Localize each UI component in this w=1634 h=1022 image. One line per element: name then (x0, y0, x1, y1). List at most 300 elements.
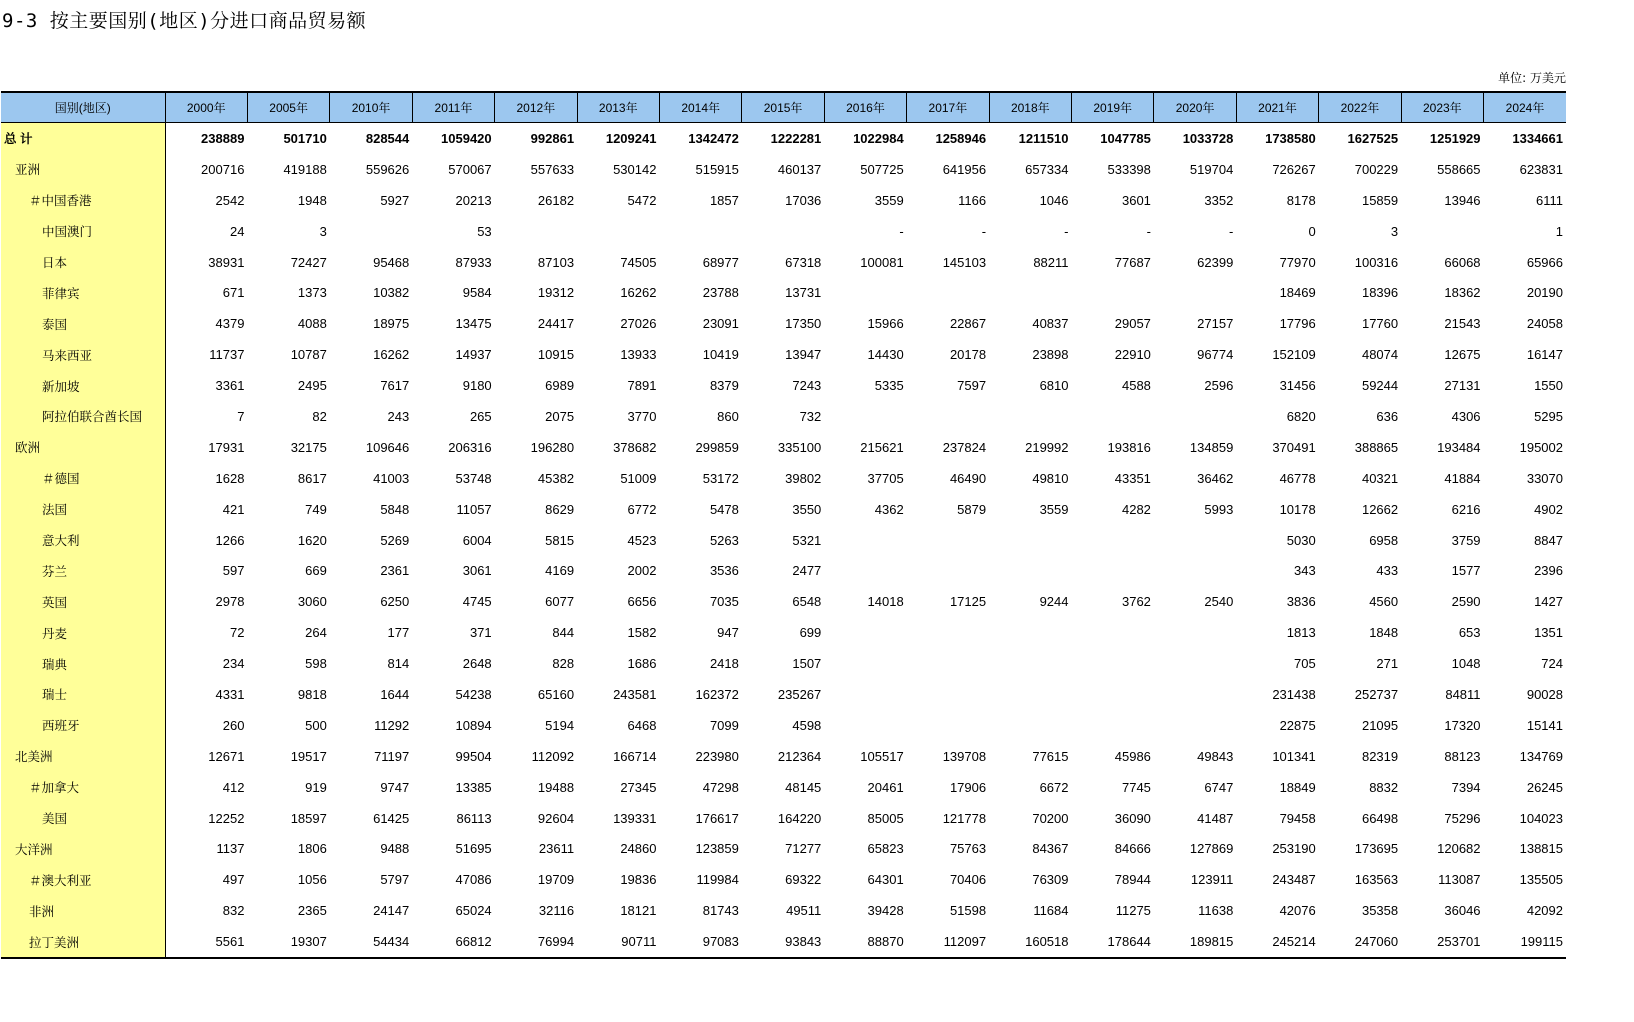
table-cell: 1857 (709, 192, 739, 208)
table-cell: 271 (1376, 656, 1399, 672)
table-cell (824, 525, 906, 556)
table-cell: 104023 (1519, 810, 1563, 826)
table-cell: 6772 (627, 501, 657, 517)
table-cell: 828544 (365, 130, 410, 146)
table-cell: 5848 (380, 501, 410, 517)
table-cell: 173695 (1354, 841, 1399, 857)
table-cell (577, 216, 659, 247)
table-cell: 36090 (1114, 810, 1151, 826)
table-cell: 501710 (283, 130, 327, 146)
table-cell: 20178 (949, 347, 987, 363)
table-cell: 724 (1541, 656, 1563, 672)
table-cell: 12662 (1361, 501, 1399, 517)
table-cell: 17125 (949, 594, 987, 610)
table-cell: 71197 (374, 748, 410, 764)
header-region: 国别(地区) (1, 92, 165, 123)
table-cell (1072, 710, 1154, 741)
table-cell: 5030 (1286, 532, 1316, 548)
table-cell: 40321 (1361, 470, 1399, 486)
table-cell (989, 555, 1071, 586)
table-cell: 178644 (1072, 926, 1154, 958)
table-cell: 507725 (860, 161, 904, 177)
table-cell: 41487 (1197, 810, 1234, 826)
table-cell (330, 216, 412, 247)
table-cell: 47086 (455, 872, 492, 888)
table-cell: 84367 (1032, 841, 1069, 857)
table-cell: 671 (222, 285, 245, 301)
table-cell: 10894 (455, 717, 492, 733)
table-cell: 66068 (1444, 254, 1481, 270)
table-cell (495, 216, 577, 247)
table-cell: 243581 (613, 686, 657, 702)
table-cell: 32116 (538, 903, 575, 919)
table-cell: 700229 (1354, 161, 1399, 177)
table-cell: 164220 (777, 810, 822, 826)
row-label: 欧洲 (1, 432, 165, 463)
table-cell: 1048 (1451, 656, 1481, 672)
table-cell: 12252 (208, 810, 245, 826)
table-cell: 145103 (942, 254, 987, 270)
row-label: ＃加拿大 (1, 772, 165, 803)
table-cell: 7891 (627, 378, 657, 394)
table-cell: 2978 (215, 594, 245, 610)
table-cell: 1738580 (1265, 130, 1316, 146)
table-cell: 1266 (215, 532, 245, 548)
table-row (1, 185, 1566, 216)
table-cell: 13475 (455, 316, 492, 332)
unit-label: 单位: 万美元 (1498, 71, 1566, 85)
table-cell (742, 216, 824, 247)
table-cell: 7099 (709, 717, 739, 733)
table-cell: 4588 (1121, 378, 1151, 394)
table-cell: 832 (222, 903, 245, 919)
table-cell: 53 (477, 223, 492, 239)
row-label: ＃澳大利亚 (1, 864, 165, 895)
table-cell (1072, 401, 1154, 432)
table-cell: 641956 (942, 161, 987, 177)
header-year: 2021年 (1236, 92, 1318, 123)
table-cell: 14430 (867, 347, 904, 363)
table-cell: 19709 (537, 872, 575, 888)
table-cell: 66498 (1361, 810, 1399, 826)
table-cell: 814 (387, 656, 410, 672)
table-cell: 23611 (538, 841, 575, 857)
table-cell: 1550 (1534, 378, 1563, 394)
header-year: 2022年 (1319, 92, 1401, 123)
table-cell (907, 710, 989, 741)
table-cell: 16262 (373, 347, 410, 363)
table-cell: 119984 (696, 872, 739, 888)
table-cell: 48145 (785, 779, 822, 795)
table-cell: 252737 (1354, 686, 1399, 702)
table-cell: 79458 (1279, 810, 1316, 826)
table-row (1, 895, 1566, 926)
table-cell: 82 (312, 408, 327, 424)
table-cell: 24 (229, 223, 245, 239)
table-cell: 193484 (1437, 439, 1481, 455)
table-cell (989, 679, 1071, 710)
table-cell: 20213 (455, 192, 492, 208)
table-cell: 1427 (1534, 594, 1563, 610)
table-cell: 163563 (1354, 872, 1399, 888)
table-row (1, 555, 1566, 586)
table-cell: 215621 (860, 439, 904, 455)
table-cell (907, 555, 989, 586)
table-cell: 95468 (373, 254, 410, 270)
table-cell: 1222281 (770, 130, 822, 146)
table-cell: 33070 (1526, 470, 1563, 486)
table-cell: 10178 (1279, 501, 1316, 517)
table-cell: 49810 (1032, 470, 1069, 486)
row-label: 菲律宾 (1, 277, 165, 308)
table-cell: 38931 (208, 254, 245, 270)
table-cell: 17796 (1279, 316, 1316, 332)
table-cell: 253190 (1272, 841, 1316, 857)
row-label: 芬兰 (1, 555, 165, 586)
table-cell: 1022984 (853, 130, 904, 146)
table-cell: 8629 (545, 501, 575, 517)
table-cell: 112092 (531, 748, 575, 764)
table-header (1, 92, 1566, 123)
table-cell: 93843 (742, 926, 824, 958)
header-year: 2014年 (659, 92, 741, 123)
table-cell: 3601 (1121, 192, 1151, 208)
table-cell: 1948 (297, 192, 327, 208)
table-cell (989, 525, 1071, 556)
table-cell: 9244 (1039, 594, 1069, 610)
table-cell: 22875 (1279, 717, 1316, 733)
table-cell: 68977 (702, 254, 739, 270)
table-cell: 6958 (1369, 532, 1399, 548)
table-cell: 53748 (455, 470, 492, 486)
table-cell: 24860 (620, 841, 657, 857)
table-cell: 109646 (365, 439, 410, 455)
table-cell: 1507 (792, 656, 822, 672)
table-cell: 3550 (792, 501, 822, 517)
table-cell: 77970 (1279, 254, 1316, 270)
table-cell: 6656 (627, 594, 657, 610)
table-cell: 515915 (695, 161, 739, 177)
table-cell: 123859 (695, 841, 739, 857)
table-cell: 17320 (1444, 717, 1481, 733)
table-cell: 12675 (1444, 347, 1481, 363)
table-cell: 4523 (627, 532, 657, 548)
table-cell (907, 525, 989, 556)
table-cell: 844 (552, 625, 575, 641)
table-row (1, 339, 1566, 370)
table-cell: 177 (387, 625, 410, 641)
header-year: 2017年 (907, 92, 989, 123)
table-cell: 193816 (1107, 439, 1151, 455)
table-cell: 5263 (709, 532, 739, 548)
table-cell: 11737 (209, 347, 245, 363)
table-row (1, 772, 1566, 803)
table-row (1, 463, 1566, 494)
table-cell: 8178 (1286, 192, 1316, 208)
table-cell: 51695 (455, 841, 492, 857)
table-cell: 32175 (290, 439, 327, 455)
table-cell: 35358 (1361, 903, 1399, 919)
table-cell: 5295 (1534, 408, 1563, 424)
table-cell (1072, 679, 1154, 710)
table-cell: 84811 (1445, 686, 1481, 702)
table-cell: 231438 (1272, 686, 1316, 702)
table-cell: 49843 (1197, 748, 1234, 764)
table-cell: 669 (305, 563, 327, 579)
table-cell (824, 277, 906, 308)
table-cell: 176617 (695, 810, 739, 826)
table-cell: 6216 (1451, 501, 1481, 517)
row-label: 丹麦 (1, 617, 165, 648)
table-cell: 84666 (1114, 841, 1151, 857)
table-row (1, 216, 1566, 247)
table-cell: 24058 (1526, 316, 1563, 332)
row-label: 大洋洲 (1, 833, 165, 864)
table-row (1, 803, 1566, 834)
table-cell (1072, 648, 1154, 679)
table-cell: 24147 (373, 903, 410, 919)
table-cell (1072, 525, 1154, 556)
table-cell: 41003 (373, 470, 410, 486)
table-cell: 235267 (777, 686, 822, 702)
table-cell: 62399 (1197, 254, 1234, 270)
table-cell: 16147 (1526, 347, 1563, 363)
table-cell: 51009 (620, 470, 657, 486)
table-cell (907, 648, 989, 679)
table-cell: 27026 (620, 316, 657, 332)
table-cell: 13946 (1444, 192, 1481, 208)
row-label: 美国 (1, 803, 165, 834)
table-cell (989, 617, 1071, 648)
table-cell: 3536 (709, 563, 739, 579)
table-cell: 75296 (1444, 810, 1481, 826)
table-cell: 3836 (1286, 594, 1316, 610)
table-cell: 152109 (1272, 347, 1316, 363)
table-cell: 14937 (455, 347, 492, 363)
table-cell: 15859 (1361, 192, 1399, 208)
table-cell: 13385 (455, 779, 492, 795)
table-cell: 19836 (620, 872, 657, 888)
table-cell: 18121 (620, 903, 657, 919)
table-cell: 0 (1308, 223, 1316, 239)
table-cell: - (899, 223, 904, 239)
table-cell: 1334661 (1512, 130, 1563, 146)
table-cell: 96774 (1197, 347, 1234, 363)
table-cell: - (1146, 223, 1151, 239)
table-cell: 86113 (456, 810, 492, 826)
table-cell: 5335 (874, 378, 904, 394)
table-cell: 21543 (1444, 316, 1481, 332)
table-cell: - (1064, 223, 1069, 239)
table-cell: 6468 (627, 717, 657, 733)
row-label: 西班牙 (1, 710, 165, 741)
table-cell (1154, 710, 1236, 741)
table-cell: 45382 (537, 470, 575, 486)
table-cell: 1806 (297, 841, 327, 857)
table-cell: 42076 (1279, 903, 1316, 919)
page-title: 9-3 按主要国别(地区)分进口商品贸易额 (2, 10, 367, 32)
table-cell: 135505 (1519, 872, 1563, 888)
table-cell: 9818 (297, 686, 327, 702)
table-cell: 421 (222, 501, 245, 517)
table-cell (907, 617, 989, 648)
table-cell: 460137 (777, 161, 822, 177)
row-label: 中国澳门 (1, 216, 165, 247)
table-cell (824, 710, 906, 741)
table-cell: 42092 (1526, 903, 1563, 919)
table-cell: 40837 (1032, 316, 1069, 332)
table-cell: 219992 (1025, 439, 1069, 455)
row-label: 法国 (1, 494, 165, 525)
table-cell: 3559 (1039, 501, 1069, 517)
table-cell: 87933 (455, 254, 492, 270)
header-row (1, 92, 1566, 123)
table-cell: 4362 (874, 501, 904, 517)
header-year: 2016年 (824, 92, 906, 123)
row-label: 拉丁美洲 (1, 926, 165, 958)
table-cell: 2540 (1204, 594, 1234, 610)
table-cell: 497 (222, 872, 245, 888)
table-cell: 378682 (613, 439, 657, 455)
table-cell: 2590 (1451, 594, 1481, 610)
table-row (1, 123, 1566, 154)
table-cell: 264 (305, 625, 327, 641)
table-cell: 245214 (1236, 926, 1318, 958)
header-year: 2020年 (1154, 92, 1236, 123)
table-cell: 6672 (1039, 779, 1069, 795)
header-year: 2013年 (577, 92, 659, 123)
header-year: 2018年 (989, 92, 1071, 123)
table-cell: 49511 (786, 903, 822, 919)
table-cell: 134769 (1519, 748, 1563, 764)
table-cell: 53172 (702, 470, 739, 486)
table-cell: 37705 (867, 470, 904, 486)
table-cell: - (1228, 223, 1234, 239)
table-cell: 559626 (365, 161, 410, 177)
table-cell: 54434 (330, 926, 412, 958)
table-cell: 5815 (545, 532, 575, 548)
table-row (1, 586, 1566, 617)
table-cell: 3762 (1121, 594, 1151, 610)
table-cell: 65024 (455, 903, 492, 919)
table-cell: 1166 (958, 192, 987, 208)
table-cell: 21095 (1361, 717, 1399, 733)
table-cell: 27345 (620, 779, 657, 795)
table-cell: 11638 (1198, 903, 1234, 919)
table-cell: 260 (222, 717, 245, 733)
table-cell (1154, 617, 1236, 648)
table-cell (1154, 525, 1236, 556)
table-cell: 4745 (462, 594, 492, 610)
table-row (1, 154, 1566, 185)
header-year: 2019年 (1072, 92, 1154, 123)
table-cell: 343 (1294, 563, 1316, 579)
table-cell: 247060 (1319, 926, 1401, 958)
table-cell: 16262 (620, 285, 657, 301)
table-cell: 9180 (462, 378, 492, 394)
table-cell: 6004 (462, 532, 492, 548)
table-cell: 99504 (455, 748, 492, 764)
table-cell: 100316 (1354, 254, 1399, 270)
table-cell: 54238 (455, 686, 492, 702)
table-cell (1154, 679, 1236, 710)
table-cell: 299859 (695, 439, 739, 455)
table-cell: 206316 (448, 439, 492, 455)
table-cell: 10419 (702, 347, 739, 363)
table-row (1, 710, 1566, 741)
table-cell: 23091 (702, 316, 739, 332)
table-cell: 433 (1376, 563, 1399, 579)
table-cell: 22910 (1114, 347, 1151, 363)
table-row (1, 926, 1566, 958)
table-cell: 500 (305, 717, 327, 733)
table-cell: 1 (1555, 223, 1563, 239)
table-cell: 6820 (1286, 408, 1316, 424)
table-cell: 71277 (785, 841, 822, 857)
table-cell: 2648 (462, 656, 492, 672)
table-cell: 3770 (627, 408, 657, 424)
table-cell: 14018 (867, 594, 904, 610)
table-cell: 24417 (537, 316, 575, 332)
table-cell: 160518 (989, 926, 1071, 958)
table-cell: 88211 (1033, 254, 1069, 270)
table-cell (1072, 617, 1154, 648)
row-label: 非洲 (1, 895, 165, 926)
table-cell (1154, 401, 1236, 432)
table-cell: 597 (222, 563, 245, 579)
table-cell: 1351 (1534, 625, 1563, 641)
table-row (1, 277, 1566, 308)
table-cell: 11292 (374, 717, 410, 733)
table-cell: 828 (552, 656, 575, 672)
table-cell: 77687 (1114, 254, 1151, 270)
table-row (1, 741, 1566, 772)
table-cell: 27131 (1444, 378, 1481, 394)
row-label: 阿拉伯联合酋长国 (1, 401, 165, 432)
table-cell: 26245 (1526, 779, 1563, 795)
table-cell: 51598 (949, 903, 987, 919)
table-cell: 65823 (867, 841, 904, 857)
table-cell: 5194 (545, 717, 575, 733)
table-cell: 6250 (380, 594, 410, 610)
table-cell: 199115 (1484, 926, 1566, 958)
table-cell: 530142 (613, 161, 657, 177)
table-cell: 1251929 (1429, 130, 1481, 146)
table-cell: 371 (469, 625, 492, 641)
table-cell (989, 277, 1071, 308)
table-cell: 860 (717, 408, 739, 424)
header-year: 2011年 (412, 92, 494, 123)
table-cell: 18469 (1279, 285, 1316, 301)
table-cell: 134859 (1189, 439, 1234, 455)
table-cell: 636 (1376, 408, 1399, 424)
table-cell: 23788 (702, 285, 739, 301)
table-row (1, 864, 1566, 895)
table-cell: 3759 (1451, 532, 1481, 548)
table-cell: 67318 (785, 254, 822, 270)
table-cell: 18362 (1444, 285, 1481, 301)
row-label: 泰国 (1, 308, 165, 339)
table-cell: 10787 (290, 347, 327, 363)
table-cell (659, 216, 741, 247)
table-cell: 17906 (949, 779, 987, 795)
table-cell: 1209241 (605, 130, 657, 146)
table-cell: 8617 (297, 470, 327, 486)
table-cell: 6989 (545, 378, 575, 394)
table-cell: 388865 (1354, 439, 1399, 455)
table-cell: 11057 (456, 501, 492, 517)
table-cell: 200716 (201, 161, 245, 177)
